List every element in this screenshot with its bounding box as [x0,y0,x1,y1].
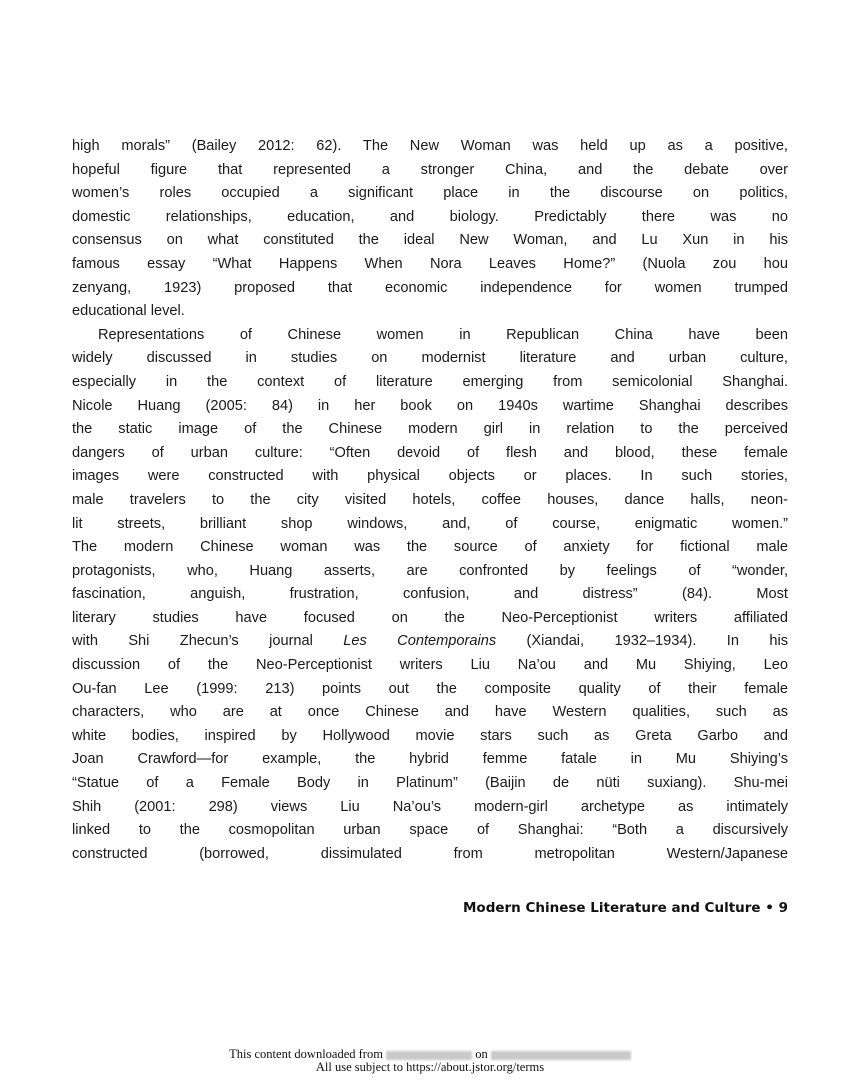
text-line: zenyang, 1923) proposed that economic independence for women trumped [72,279,788,296]
text-line: “Statue of a Female Body in Platinum” (Baijin de nüti suxiang). Shu-mei [72,775,788,792]
text-line: fascination, anguish, frustration, confusion, and distress” (84). Most [72,586,788,603]
terms-notice: All use subject to https://about.jstor.org/terms [315,1060,545,1074]
redacted-ip [386,1051,472,1060]
text-line: Ou-fan Lee (1999: 213) points out the composite quality of their female [72,680,788,697]
text-line: Joan Crawford—for example, the hybrid femme fatale in Mu Shiying’s [72,751,788,768]
text-line: The modern Chinese woman was the source of anxiety for fictional male [72,539,788,556]
text-line [72,630,788,654]
text-line: famous essay “What Happens When Nora Leaves Home?” (Nuola zou hou [72,255,788,272]
text-line: hopeful figure that represented a stronger China, and the debate over [72,161,788,178]
text-line: domestic relationships, education, and biology. Predictably there was no [72,208,788,225]
text-line: protagonists, who, Huang asserts, are confronted by feelings of “wonder, [72,562,788,579]
running-footer: Modern Chinese Literature and Culture • 9 [462,900,788,916]
text-line: images were constructed with physical objects or places. In such stories, [72,468,788,485]
paragraph [72,324,788,867]
text-line: consensus on what constituted the ideal New Woman, and Lu Xun in his [72,232,788,249]
text-span: (Xiandai, 1932–1934). In his [496,633,788,650]
text-span: with Shi Zhecun’s journal [72,633,344,650]
journal-title: Les Contemporains [343,633,497,650]
text-line: discussion of the Neo-Perceptionist writers Liu Na’ou and Mu Shiying, Leo [72,657,788,674]
text-line: linked to the cosmopolitan urban space of Shanghai: “Both a discursively [72,822,788,839]
text-line: the static image of the Chinese modern girl in relation to the perceived [72,421,788,438]
text-line: women’s roles occupied a significant place in the discourse on politics, [72,185,788,202]
text-line: Shih (2001: 298) views Liu Na’ou’s modern-girl archetype as intimately [72,798,788,815]
text-line: constructed (borrowed, dissimulated from metropolitan Western/Japanese [72,845,788,862]
text-line: widely discussed in studies on modernist literature and urban culture, [72,350,788,367]
text-line: especially in the context of literature emerging from semicolonial Shanghai. [72,373,788,390]
text-line: Representations of Chinese women in Republican China have been [98,326,788,343]
text-line: high morals” (Bailey 2012: 62). The New Woman was held up as a positive, [72,138,788,154]
text-line: white bodies, inspired by Hollywood movie stars such as Greta Garbo and [72,727,788,744]
paragraph [72,135,788,324]
redacted-timestamp [491,1051,631,1060]
download-notice: This content downloaded from on [0,1048,860,1061]
text-line: characters, who are at once Chinese and have Western qualities, such as [72,704,788,721]
text-line: male travelers to the city visited hotels, coffee houses, dance halls, neon- [72,491,788,508]
text-line: educational level. [72,303,185,320]
text-line: lit streets, brilliant shop windows, and, of course, enigmatic women.” [72,515,788,532]
text-line: dangers of urban culture: “Often devoid of flesh and blood, these female [72,444,788,461]
text-line: Nicole Huang (2005: 84) in her book on 1940s wartime Shanghai describes [72,397,788,414]
text-line: literary studies have focused on the Neo-Perceptionist writers affiliated [72,609,788,626]
body-text [72,135,788,866]
jstor-notice [0,1048,860,1074]
